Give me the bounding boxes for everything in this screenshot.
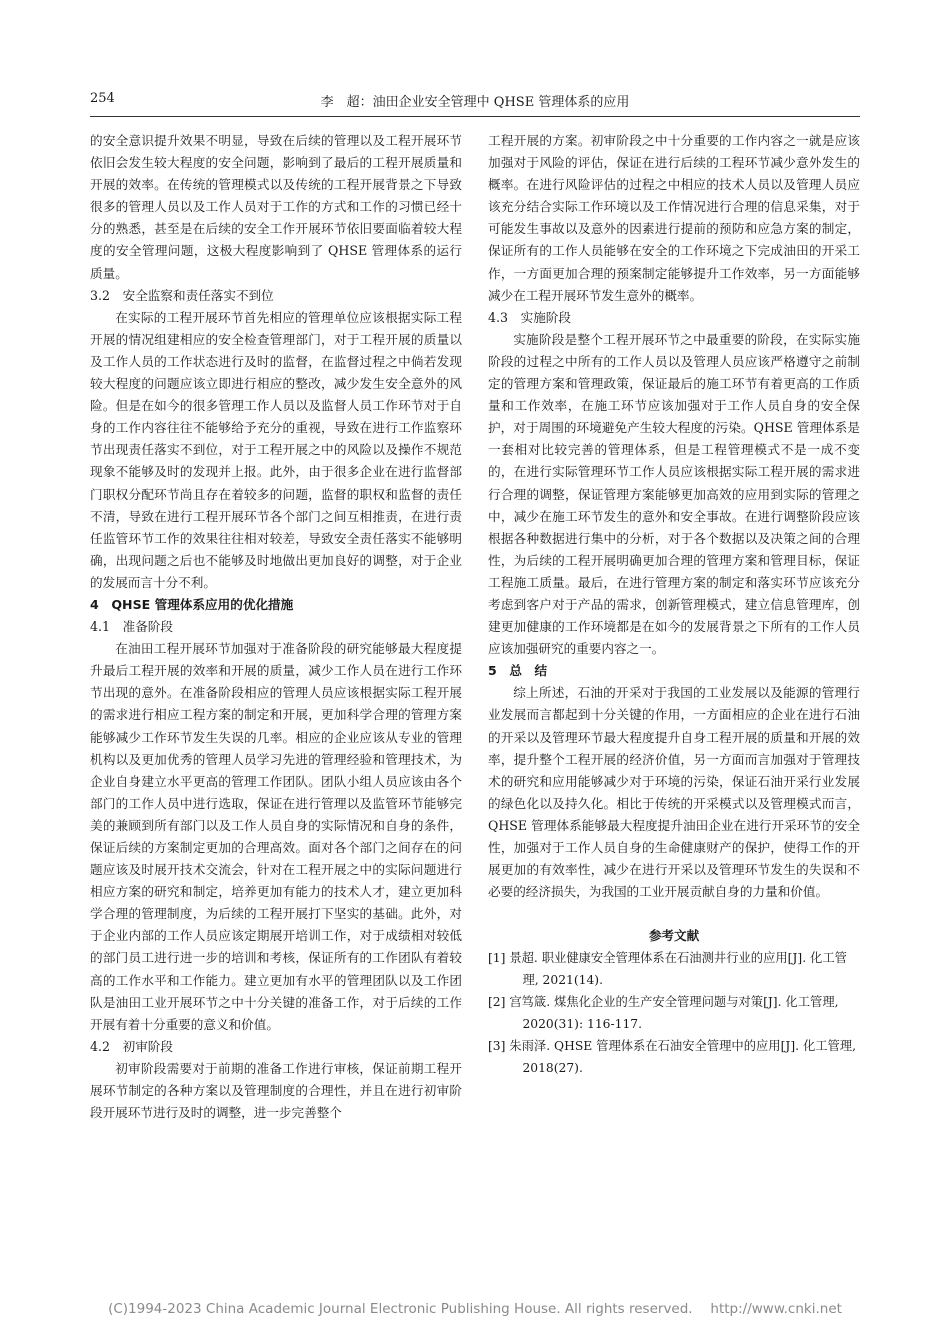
running-title: 李 超：油田企业安全管理中 QHSE 管理体系的应用 — [320, 95, 630, 110]
paragraph-4-2: 初审阶段需要对于前期的准备工作进行审核，保证前期工程开展环节制定的各种方案以及管理制度的合理性，并且在进行初审阶段开展环节进行及时的调整，进一步完善整个 — [90, 1060, 462, 1121]
left-column — [90, 130, 462, 1124]
copyright-footer: (C)1994-2023 China Academic Journal Electronic Publishing House. All rights reserved. http://www.cnki.net — [108, 1301, 842, 1317]
section-heading-4-1: 4.1 准备阶段 — [90, 619, 173, 635]
section-heading-4-3: 4.3 实施阶段 — [488, 309, 571, 325]
section-heading-5: 5 总 结 — [488, 663, 548, 679]
section-heading-3-2: 3.2 安全监察和责任落实不到位 — [90, 287, 274, 303]
right-column — [488, 130, 860, 1079]
paragraph-continued: 工程开展的方案。初审阶段之中十分重要的工作内容之一就是应该加强对于风险的评估，保证在进行后续的工程环节减少意外发生的概率。在进行风险评估的过程之中相应的技术人员以及管理人员应该充分结合实际工作环境以及工作情况进行合理的信息采集，对于可能发生事故以及意外的因素进行提前的预防和应急方案的制定，保证所有的工作人员能够在安全的工作环境之下完成油田的开采工作，一方面更加合理的预案制定能够提升工作效率，另一方面能够减少在工程开展环节发生意外的概率。 — [488, 133, 860, 303]
paragraph-5: 综上所述，石油的开采对于我国的工业发展以及能源的管理行业发展而言都起到十分关键的作用，一方面相应的企业在进行石油的开采以及管理环节最大程度提升自身工程开展的质量和开展的效率，提升整个工程开展的经济价值，另一方面而言加强对于管理技术的研究和应用能够减少对于环境的污染，保证石油开采行业发展的绿色化以及持久化。相比于传统的开采模式以及管理模式而言，QHSE 管理体系能够最大程度提升油田企业在进行开采环节的安全性，加强对于工作人员自身的生命健康财产的保护，使得工作的开展更加的有效率性，减少在进行开采以及管理环节发生的失误和不必要的经济损失，为我国的工业开展贡献自身的力量和价值。 — [488, 685, 860, 900]
paragraph-4-1: 在油田工程开展环节加强对于准备阶段的研究能够最大程度提升最后工程开展的效率和开展的质量，减少工作人员在进行工作环节出现的意外。在准备阶段相应的管理人员应该根据实际工程开展的需求进行相应工程方案的制定和开展，更加科学合理的管理方案能够减少工作环节发生失误的几率。相应的企业应该从专业的管理机构以及更加优秀的管理人员学习先进的管理经验和管理技术，为企业自身建立水平更高的管理工作团队。团队小组人员应该由各个部门的工作人员中进行选取，保证在进行管理以及监管环节能够完美的兼顾到所有部门以及工作人员自身的实际情况和自身的条件，保证后续的方案制定更加的合理高效。面对各个部门之间存在的问题应该及时展开技术交流会，针对在工程开展之中的实际问题进行相应方案的研究和制定，培养更加有能力的技术人才，建立更加科学合理的管理制度，为后续的工程开展打下坚实的基础。此外，对于企业内部的工作人员应该定期展开培训工作，对于成绩相对较低的部门员工进行进一步的培训和考核，保证所有的工作团队有着较高的工作水平和工作能力。建立更加有水平的管理团队以及工作团队是油田工业开展环节之中十分关键的准备工作，对于后续的工作开展有着十分重要的意义和价值。 — [90, 641, 462, 1032]
paragraph-3-2: 在实际的工程开展环节首先相应的管理单位应该根据实际工程开展的情况组建相应的安全检查管理部门，对于工程开展的质量以及工作人员的工作状态进行及时的监督，在监督过程之中倘若发现较大程度的问题应该立即进行相应的整改，减少发生安全意外的风险。但是在如今的很多管理工作人员以及监督人员工作环节对于自身的工作内容往往不能够给予充分的重视，导致在进行工作监察环节出现责任落实不到位，对于工程开展之中的风险以及操作不规范现象不能够及时的发现并上报。此外，由于很多企业在进行监督部门职权分配环节尚且存在着较多的问题，监督的职权和监督的责任不清，导致在进行工程开展环节各个部门之间互相推责，在进行责任监管环节工作的效果往往相对较差，导致安全责任落实不能够明确，出现问题之后也不能够及时地做出更加良好的调整，对于企业的发展而言十分不利。 — [90, 309, 462, 590]
paragraph-4-3: 实施阶段是整个工程开展环节之中最重要的阶段，在实际实施阶段的过程之中所有的工作人员以及管理人员应该严格遵守之前制定的管理方案和管理政策，保证最后的施工环节有着更高的工作质量和工作效率，在施工环节应该加强对于工作人员自身的安全保护，对于周围的环境避免产生较大程度的污染。QHSE 管理体系是一套相对比较完善的管理体系，但是工程管理模式不是一成不变的，在进行实际管理环节工作人员应该根据实际工程开展的需求进行合理的调整，保证管理方案能够更加高效的应用到实际的管理之中，减少在施工环节发生的意外和安全事故。在进行调整阶段应该根据各种数据进行集中的分析，对于各个数据以及决策之间的合理性，为后续的工程开展明确更加合理的管理方案和管理目标，保证工程施工质量。最后，在进行管理方案的制定和落实环节应该充分考虑到客户对于产品的需求，创新管理模式，建立信息管理库，创建更加健康的工作环境都是在如今的发展背景之下所有的工作人员应该加强研究的重要内容之一。 — [488, 331, 860, 657]
header-divider — [90, 116, 860, 117]
page-header — [90, 91, 860, 113]
page-number: 254 — [90, 91, 115, 106]
reference-item: [3] 朱雨泽. QHSE 管理体系在石油安全管理中的应用[J]. 化工管理, 2018(27). — [488, 1039, 857, 1076]
section-heading-4-2: 4.2 初审阶段 — [90, 1038, 173, 1054]
section-heading-4: 4 QHSE 管理体系应用的优化措施 — [90, 596, 294, 612]
reference-item: [1] 景超. 职业健康安全管理体系在石油测井行业的应用[J]. 化工管理, 2021(14). — [488, 951, 847, 988]
references-heading: 参考文献 — [648, 928, 700, 944]
reference-item: [2] 宫笃箴. 煤焦化企业的生产安全管理问题与对策[J]. 化工管理, 2020(31): 116-117. — [488, 995, 839, 1032]
paragraph-continued: 的安全意识提升效果不明显，导致在后续的管理以及工程开展环节依旧会发生较大程度的安全问题，影响到了最后的工程开展质量和开展的效率。在传统的管理模式以及传统的工程开展背景之下导致很多的管理人员以及工作人员对于工作的方式和工作的习惯已经十分的熟悉，甚至是在后续的安全工作开展环节依旧要面临着较大程度的安全管理问题，这极大程度影响到了 QHSE 管理体系的运行质量。 — [90, 133, 462, 281]
